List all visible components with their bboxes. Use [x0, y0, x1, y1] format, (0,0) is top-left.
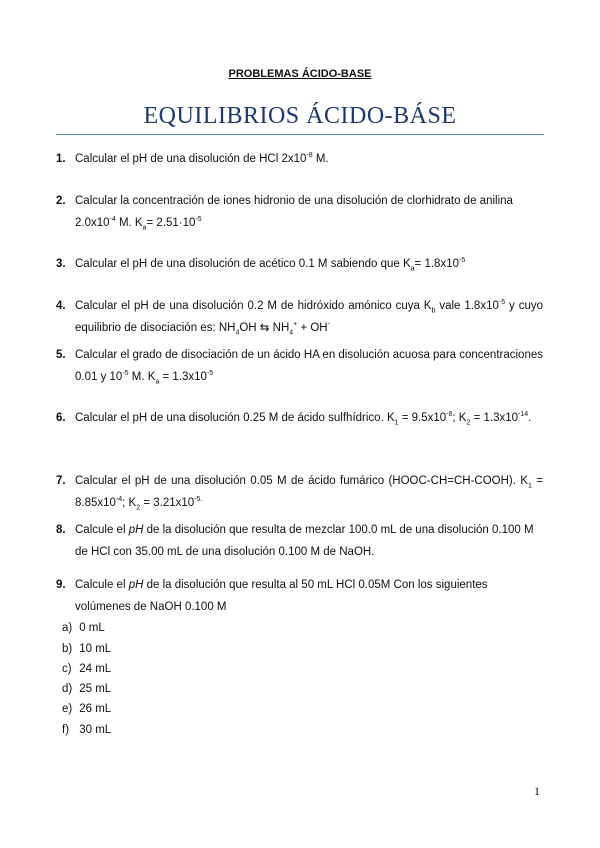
title-rule [56, 134, 544, 135]
problem-number: 5. [56, 349, 66, 361]
document-kicker: PROBLEMAS ÁCIDO-BASE [228, 68, 372, 80]
problem-2 [56, 190, 543, 234]
problem-number: 6. [56, 412, 66, 424]
problem-number: 2. [56, 195, 66, 207]
problem-number: 7. [56, 475, 66, 487]
problem-5 [56, 344, 543, 388]
page-number: 1 [534, 784, 540, 798]
problem-text: Calcule el pH de la disolución que resulta al 50 mL HCl 0.05M Con los siguientes volúmenes de NaOH 0.100 M [75, 579, 488, 613]
document-title: EQUILIBRIOS ÁCIDO-BÁSE [143, 103, 457, 129]
problem-text: Calcular la concentración de iones hidronio de una disolución de clorhidrato de anilina $2.0x10^{-4}$ M. $K_a= 2.51\cdot 10^{-5}$ [75, 195, 513, 232]
problem-number: 4. [56, 300, 66, 312]
volume-option-c: c) 24 mL [62, 663, 112, 675]
problem-text: Calcular el pH de una disolución de HCl $2x10^{-8}$ M. [75, 152, 329, 165]
volume-option-b: b) 10 mL [62, 643, 112, 655]
problem-1 [56, 148, 543, 170]
problem-3 [56, 253, 543, 275]
problem-7 [56, 470, 543, 514]
problem-9 [56, 574, 543, 618]
problem-text: Calcular el pH de una disolución 0.2 M de hidróxido amónico cuya $K_b$ vale $1.8x10^{-5}$ y cuyo equilibrio de disociación es: $NH_4OH$ ⇆ $NH_4^+ + OH^-$ [75, 299, 543, 337]
volume-option-f: f) 30 mL [62, 724, 112, 736]
problem-text: Calcular el pH de una disolución de acético 0.1 M sabiendo que $K_a= 1.8x10^{-5}$ [75, 257, 466, 273]
problem-text: Calcule el pH de la disolución que resulta de mezclar 100.0 mL de una disolución 0.100 M de HCl con 35.00 mL de una disolución 0.100 M de NaOH. [75, 524, 534, 558]
volume-option-e: e) 26 mL [62, 703, 112, 715]
problem-number: 3. [56, 258, 66, 270]
problem-number: 1. [56, 153, 66, 165]
problem-text: Calcular el pH de una disolución 0.05 M de ácido fumárico (HOOC-CH=CH-COOH). $K_1 = 8.85x10^{-4}$; $K_2 = 3.21x10^{-5.}$ [75, 475, 543, 512]
problem-4 [56, 295, 543, 339]
problem-number: 9. [56, 579, 66, 591]
volume-option-a: a) 0 mL [62, 622, 105, 634]
problem-6 [56, 407, 543, 429]
problem-number: 8. [56, 524, 66, 536]
problem-text: Calcular el pH de una disolución 0.25 M de ácido sulfhídrico. $K_1 = 9.5x10^{-8}$; $K_2 = 1.3x10^{-14}$. [75, 411, 532, 427]
problem-8 [56, 519, 543, 563]
volume-option-d: d) 25 mL [62, 683, 112, 695]
problem-text: Calcular el grado de disociación de un ácido HA en disolución acuosa para concentraciones 0.01 y $10^{-5}$ M. $K_a = 1.3x10^{-5}$ [75, 349, 543, 386]
